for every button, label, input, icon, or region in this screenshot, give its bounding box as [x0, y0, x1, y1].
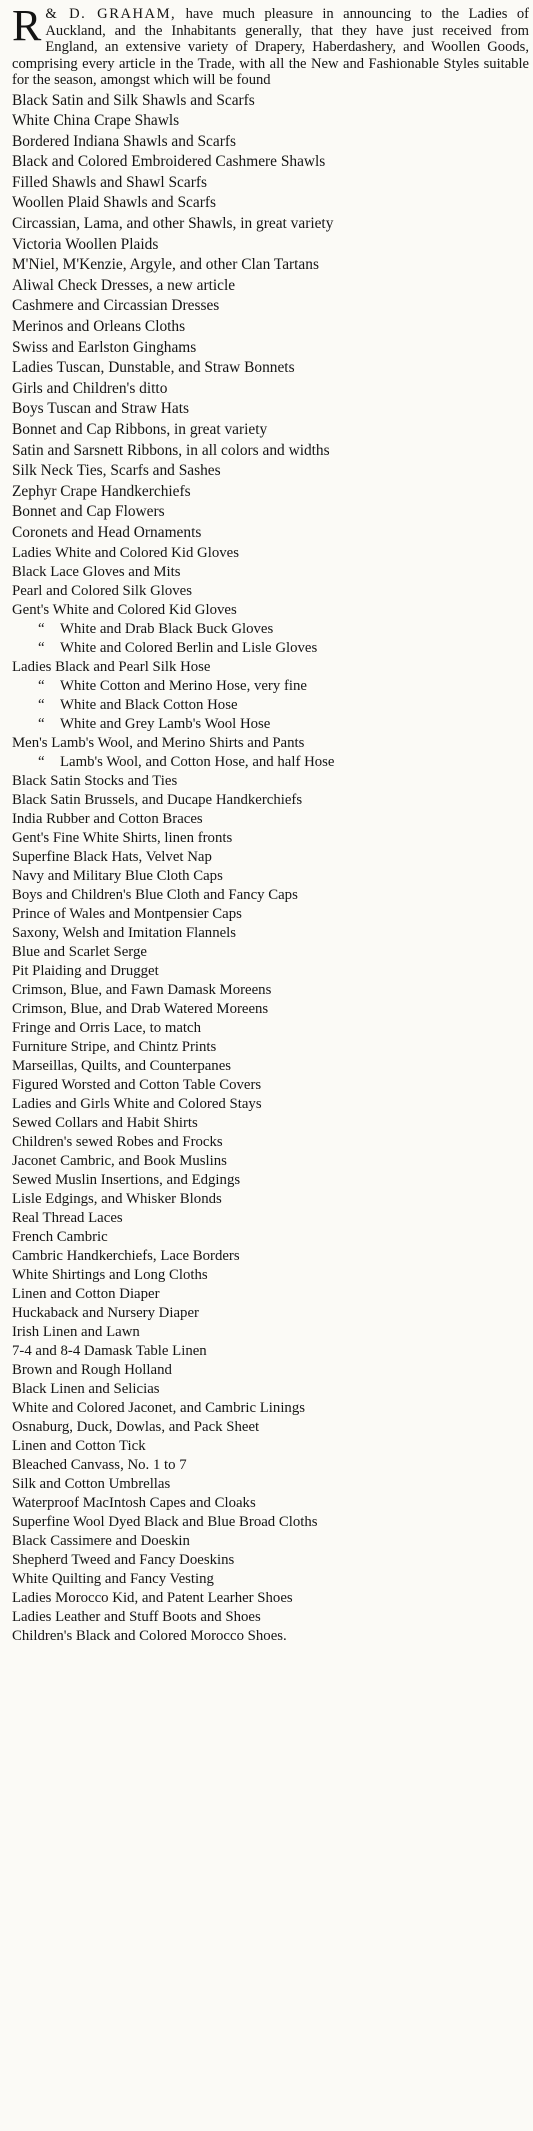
item-text: Superfine Black Hats, Velvet Nap	[12, 848, 212, 865]
list-item	[12, 886, 529, 905]
advertiser-name: & D. GRAHAM,	[45, 6, 177, 22]
list-item	[12, 1304, 529, 1323]
list-item	[12, 296, 529, 317]
list-item	[12, 1019, 529, 1038]
list-item	[12, 235, 529, 256]
item-text: Boys and Children's Blue Cloth and Fancy Caps	[12, 886, 298, 903]
list-item	[12, 193, 529, 214]
item-text: White Cotton and Merino Hose, very fine	[60, 677, 307, 694]
list-item	[12, 523, 529, 544]
list-item	[12, 91, 529, 112]
list-item	[12, 829, 529, 848]
list-item	[12, 1361, 529, 1380]
list-item	[12, 1475, 529, 1494]
list-item	[12, 1133, 529, 1152]
intro-text: have much pleasure in announcing to the Ladies of Auckland, and the Inhabitants generally, that they have just received from England, an extensive variety of Drapery, Haberdashery, and Woollen Goods, comprising every article in the Trade, with all the New and Fashionable Styles suitable for the season, amongst which will be found	[12, 6, 529, 88]
list-item	[12, 276, 529, 297]
list-item	[12, 848, 529, 867]
list-item	[12, 639, 529, 658]
item-text: Boys Tuscan and Straw Hats	[12, 400, 189, 418]
list-item	[12, 1266, 529, 1285]
item-text: Pearl and Colored Silk Gloves	[12, 582, 193, 599]
item-text: Gent's Fine White Shirts, linen fronts	[12, 829, 233, 846]
list-item	[12, 173, 529, 194]
list-item	[12, 1209, 529, 1228]
list-item	[12, 1418, 529, 1437]
item-text: Waterproof MacIntosh Capes and Cloaks	[12, 1494, 256, 1511]
list-item	[12, 734, 529, 753]
list-item	[12, 461, 529, 482]
list-item	[12, 1152, 529, 1171]
item-text: Children's Black and Colored Morocco Shoes.	[12, 1627, 287, 1644]
item-text: Gent's White and Colored Kid Gloves	[12, 601, 237, 618]
item-text: India Rubber and Cotton Braces	[12, 810, 203, 827]
ditto-mark: “	[38, 753, 45, 770]
item-text: Fringe and Orris Lace, to match	[12, 1019, 202, 1036]
list-item	[12, 544, 529, 563]
item-text: Ladies Leather and Stuff Boots and Shoes	[12, 1608, 261, 1625]
ditto-mark: “	[38, 677, 45, 694]
list-item	[12, 379, 529, 400]
list-item	[12, 338, 529, 359]
item-text: Blue and Scarlet Serge	[12, 943, 147, 960]
list-item	[12, 677, 529, 696]
item-text: White and Black Cotton Hose	[60, 696, 238, 713]
item-text: Men's Lamb's Wool, and Merino Shirts and Pants	[12, 734, 305, 751]
ditto-mark: “	[38, 715, 45, 732]
item-text: Prince of Wales and Montpensier Caps	[12, 905, 242, 922]
item-text: Bleached Canvass, No. 1 to 7	[12, 1456, 187, 1473]
list-item	[12, 1456, 529, 1475]
item-text: Navy and Military Blue Cloth Caps	[12, 867, 223, 884]
list-item	[12, 1038, 529, 1057]
intro-paragraph	[12, 1, 529, 89]
item-text: White and Drab Black Buck Gloves	[60, 620, 274, 637]
item-text: Black and Colored Embroidered Cashmere Shawls	[12, 153, 326, 171]
item-text: Real Thread Laces	[12, 1209, 123, 1226]
item-text: Silk and Cotton Umbrellas	[12, 1475, 171, 1492]
item-text: Huckaback and Nursery Diaper	[12, 1304, 199, 1321]
list-item	[12, 772, 529, 791]
item-text: Marseillas, Quilts, and Counterpanes	[12, 1057, 232, 1074]
list-item	[12, 905, 529, 924]
item-text: White Shirtings and Long Cloths	[12, 1266, 208, 1283]
item-text: White and Colored Jaconet, and Cambric Linings	[12, 1399, 305, 1416]
item-text: Satin and Sarsnett Ribbons, in all colors and widths	[12, 441, 330, 459]
item-text: Brown and Rough Holland	[12, 1361, 172, 1378]
list-item	[12, 420, 529, 441]
item-text: Shepherd Tweed and Fancy Doeskins	[12, 1551, 235, 1568]
list-item	[12, 981, 529, 1000]
item-text: White and Grey Lamb's Wool Hose	[60, 715, 271, 732]
list-item	[12, 1285, 529, 1304]
list-item	[12, 1532, 529, 1551]
list-item	[12, 962, 529, 981]
item-text: Cambric Handkerchiefs, Lace Borders	[12, 1247, 240, 1264]
list-item	[12, 1627, 529, 1646]
drop-cap: R	[12, 1, 42, 50]
item-text: Jaconet Cambric, and Book Muslins	[12, 1152, 227, 1169]
list-item	[12, 1380, 529, 1399]
list-item	[12, 658, 529, 677]
list-item	[12, 1608, 529, 1627]
item-text: Girls and Children's ditto	[12, 379, 168, 397]
item-text: Ladies Tuscan, Dunstable, and Straw Bonnets	[12, 359, 295, 377]
item-text: Ladies and Girls White and Colored Stays	[12, 1095, 262, 1112]
item-text: Linen and Cotton Tick	[12, 1437, 146, 1454]
list-item	[12, 1323, 529, 1342]
list-item	[12, 482, 529, 503]
list-item	[12, 810, 529, 829]
item-text: White China Crape Shawls	[12, 112, 180, 130]
list-item	[12, 111, 529, 132]
list-item	[12, 1000, 529, 1019]
list-item	[12, 1095, 529, 1114]
list-item	[12, 753, 529, 772]
goods-list	[12, 91, 529, 1646]
list-item	[12, 152, 529, 173]
list-item	[12, 1570, 529, 1589]
item-text: Black Satin Stocks and Ties	[12, 772, 178, 789]
list-item	[12, 132, 529, 153]
list-item	[12, 358, 529, 379]
item-text: Woollen Plaid Shawls and Scarfs	[12, 194, 216, 212]
list-item	[12, 601, 529, 620]
ditto-mark: “	[38, 696, 45, 713]
ditto-mark: “	[38, 620, 45, 637]
list-item	[12, 563, 529, 582]
list-item	[12, 1342, 529, 1361]
item-text: Coronets and Head Ornaments	[12, 523, 202, 541]
item-text: White Quilting and Fancy Vesting	[12, 1570, 214, 1587]
item-text: Cashmere and Circassian Dresses	[12, 297, 220, 315]
item-text: Black Satin Brussels, and Ducape Handkerchiefs	[12, 791, 303, 808]
list-item	[12, 1190, 529, 1209]
item-text: Swiss and Earlston Ginghams	[12, 338, 197, 356]
item-text: Children's sewed Robes and Frocks	[12, 1133, 223, 1150]
list-item	[12, 924, 529, 943]
item-text: Superfine Wool Dyed Black and Blue Broad Cloths	[12, 1513, 318, 1530]
list-item	[12, 1247, 529, 1266]
item-text: Crimson, Blue, and Fawn Damask Moreens	[12, 981, 272, 998]
item-text: Saxony, Welsh and Imitation Flannels	[12, 924, 237, 941]
list-item	[12, 1076, 529, 1095]
ditto-mark: “	[38, 639, 45, 656]
item-text: Zephyr Crape Handkerchiefs	[12, 482, 191, 500]
list-item	[12, 943, 529, 962]
list-item	[12, 1114, 529, 1133]
item-text: Black Satin and Silk Shawls and Scarfs	[12, 91, 255, 109]
item-text: Sewed Muslin Insertions, and Edgings	[12, 1171, 241, 1188]
item-text: 7-4 and 8-4 Damask Table Linen	[12, 1342, 207, 1359]
list-item	[12, 1399, 529, 1418]
list-item	[12, 1057, 529, 1076]
item-text: Ladies White and Colored Kid Gloves	[12, 544, 239, 561]
item-text: Crimson, Blue, and Drab Watered Moreens	[12, 1000, 269, 1017]
item-text: Black Lace Gloves and Mits	[12, 563, 181, 580]
item-text: Lisle Edgings, and Whisker Blonds	[12, 1190, 222, 1207]
list-item	[12, 502, 529, 523]
item-text: Lamb's Wool, and Cotton Hose, and half Hose	[60, 753, 335, 770]
list-item	[12, 441, 529, 462]
item-text: Sewed Collars and Habit Shirts	[12, 1114, 198, 1131]
list-item	[12, 696, 529, 715]
item-text: Ladies Morocco Kid, and Patent Learher Shoes	[12, 1589, 293, 1606]
list-item	[12, 1551, 529, 1570]
item-text: Ladies Black and Pearl Silk Hose	[12, 658, 211, 675]
item-text: Black Linen and Selicias	[12, 1380, 160, 1397]
item-text: White and Colored Berlin and Lisle Gloves	[60, 639, 318, 656]
list-item	[12, 317, 529, 338]
item-text: Osnaburg, Duck, Dowlas, and Pack Sheet	[12, 1418, 260, 1435]
item-text: Furniture Stripe, and Chintz Prints	[12, 1038, 217, 1055]
list-item	[12, 1494, 529, 1513]
list-item	[12, 1589, 529, 1608]
item-text: Bordered Indiana Shawls and Scarfs	[12, 132, 236, 150]
list-item	[12, 1171, 529, 1190]
item-text: Black Cassimere and Doeskin	[12, 1532, 190, 1549]
list-item	[12, 1228, 529, 1247]
item-text: Filled Shawls and Shawl Scarfs	[12, 173, 207, 191]
item-text: Irish Linen and Lawn	[12, 1323, 140, 1340]
list-item	[12, 620, 529, 639]
list-item	[12, 399, 529, 420]
list-item	[12, 867, 529, 886]
item-text: Silk Neck Ties, Scarfs and Sashes	[12, 462, 221, 480]
item-text: Pit Plaiding and Drugget	[12, 962, 159, 979]
list-item	[12, 715, 529, 734]
item-text: Victoria Woollen Plaids	[12, 235, 159, 253]
list-item	[12, 791, 529, 810]
item-text: Aliwal Check Dresses, a new article	[12, 276, 236, 294]
item-text: Figured Worsted and Cotton Table Covers	[12, 1076, 262, 1093]
item-text: M'Niel, M'Kenzie, Argyle, and other Clan Tartans	[12, 256, 319, 274]
item-text: Circassian, Lama, and other Shawls, in great variety	[12, 215, 334, 233]
item-text: Bonnet and Cap Flowers	[12, 503, 165, 521]
item-text: Linen and Cotton Diaper	[12, 1285, 160, 1302]
item-text: Merinos and Orleans Cloths	[12, 318, 186, 336]
item-text: French Cambric	[12, 1228, 108, 1245]
list-item	[12, 1513, 529, 1532]
item-text: Bonnet and Cap Ribbons, in great variety	[12, 421, 268, 438]
list-item	[12, 582, 529, 601]
list-item	[12, 255, 529, 276]
list-item	[12, 1437, 529, 1456]
list-item	[12, 214, 529, 235]
